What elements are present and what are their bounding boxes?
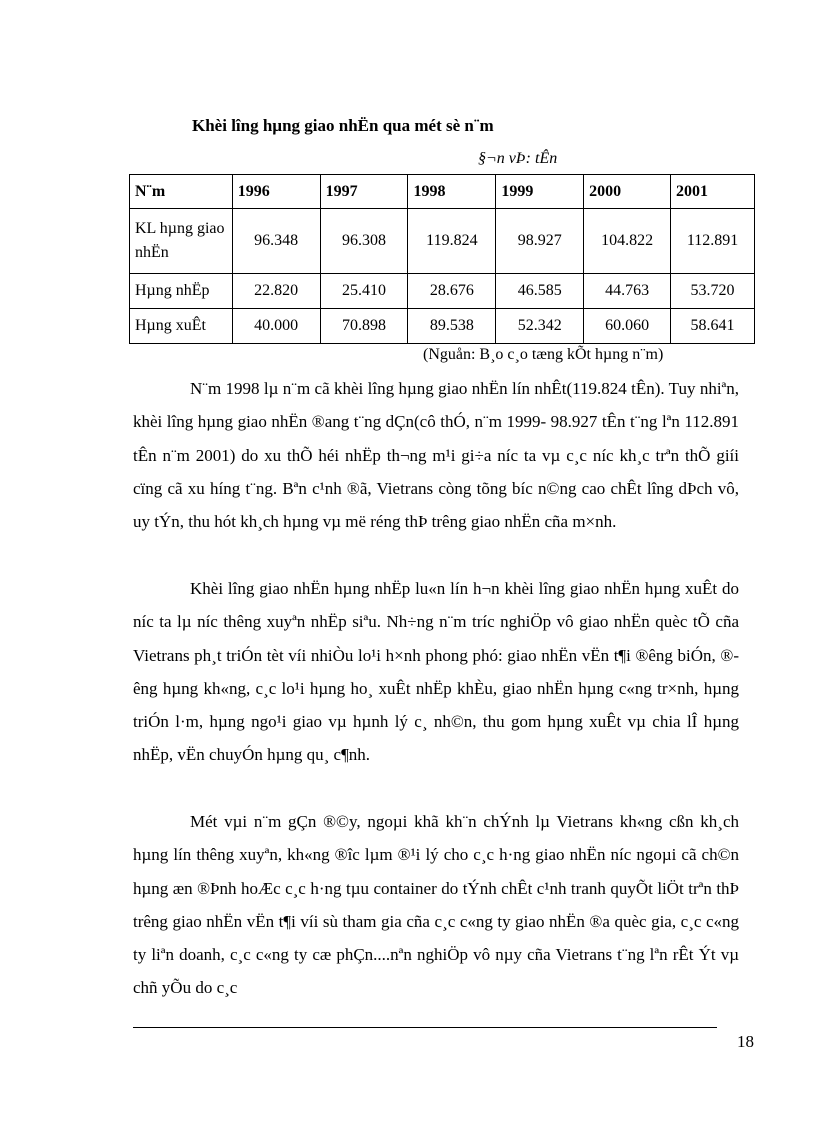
table-cell: 46.585 [496,274,584,309]
header-cell: 1999 [496,175,584,209]
table-cell: 70.898 [320,309,408,344]
header-cell: 2000 [584,175,671,209]
table-title: Khèi lîng hµng giao nhËn qua mét sè n¨m [192,116,494,135]
table-row [130,309,755,344]
table-cell: 119.824 [408,209,496,274]
table-cell: 25.410 [320,274,408,309]
page-number: 18 [737,1032,754,1051]
table-cell: 22.820 [232,274,320,309]
header-cell: 1997 [320,175,408,209]
table-cell: 58.641 [671,309,755,344]
table-cell: 28.676 [408,274,496,309]
row-label: KL hµng giao nhËn [130,209,233,274]
table-cell: 60.060 [584,309,671,344]
row-label: Hµng xuÊt [130,309,233,344]
row-label: Hµng nhËp [130,274,233,309]
table-cell: 98.927 [496,209,584,274]
table-cell: 96.348 [232,209,320,274]
table-cell: 40.000 [232,309,320,344]
table-cell: 44.763 [584,274,671,309]
table-cell: 53.720 [671,274,755,309]
cargo-volume-table [129,174,755,344]
table-cell: 96.308 [320,209,408,274]
source-note: (Nguån: B¸o c¸o tæng kÕt hµng n¨m) [423,346,664,363]
table-row [130,274,755,309]
table-cell: 52.342 [496,309,584,344]
header-cell: N¨m [130,175,233,209]
header-cell: 1996 [232,175,320,209]
paragraph: Mét vµi n¨m gÇn ®©y, ngoµi khã kh¨n chÝnh lµ Vietrans kh«ng cßn kh¸ch hµng lín thêng xuyªn, kh«ng ®îc lµm ®¹i lý cho c¸c h·ng giao nhËn níc ngoµi cã ch©n hµng æn ®Þnh hoÆc c¸c h·ng tµu container do tÝnh chÊt c¹nh tranh quyÕt liÖt trªn thÞ trêng giao nhËn vËn t¶i víi sù tham gia cña c¸c c«ng ty giao nhËn ®a quèc gia, c¸c c«ng ty liªn doanh, c¸c c«ng ty cæ phÇn....nªn nghiÖp vô nµy cña Vietrans t¨ng lªn rÊt Ýt vµ chñ yÕu do c¸c [133,812,739,998]
header-cell: 1998 [408,175,496,209]
table-row [130,209,755,274]
paragraph: N¨m 1998 lµ n¨m cã khèi lîng hµng giao nhËn lín nhÊt(119.824 tÊn). Tuy nhiªn, khèi lîng hµng giao nhËn ®ang t¨ng dÇn(cô thÓ, n¨m 1999- 98.927 tÊn t¨ng lªn 112.891 tÊn n¨m 2001) do xu thÕ héi nhËp th¬ng m¹i gi÷a níc ta vµ c¸c níc kh¸c trªn thÕ giíi cïng cã xu híng t¨ng. Bªn c¹nh ®ã, Vietrans còng tõng bíc n©ng cao chÊt lîng dÞch vô, uy tÝn, thu hót kh¸ch hµng vµ më réng thÞ trêng giao nhËn cña m×nh. [133,379,739,532]
footer-divider [133,1027,717,1028]
table-cell: 112.891 [671,209,755,274]
table-cell: 89.538 [408,309,496,344]
paragraph: Khèi lîng giao nhËn hµng nhËp lu«n lín h¬n khèi lîng giao nhËn hµng xuÊt do níc ta lµ níc thêng xuyªn nhËp siªu. Nh÷ng n¨m tríc nghiÖp vô giao nhËn quèc tÕ cña Vietrans ph¸t triÓn tèt víi nhiÒu lo¹i h×nh phong phó: giao nhËn vËn t¶i ®êng biÓn, ®êng hµng kh«ng, c¸c lo¹i hµng ho¸ xuÊt nhËp khÈu, giao nhËn hµng c«ng tr×nh, hµng triÓn l·m, hµng ngo¹i giao vµ hµnh lý c¸ nh©n, thu gom hµng xuÊt vµ chia lÎ hµng nhËp, vËn chuyÓn hµng qu¸ c¶nh. [133,579,739,765]
unit-label: §¬n vÞ: tÊn [478,150,558,167]
header-cell: 2001 [671,175,755,209]
table-cell: 104.822 [584,209,671,274]
table-header-row [130,175,755,209]
